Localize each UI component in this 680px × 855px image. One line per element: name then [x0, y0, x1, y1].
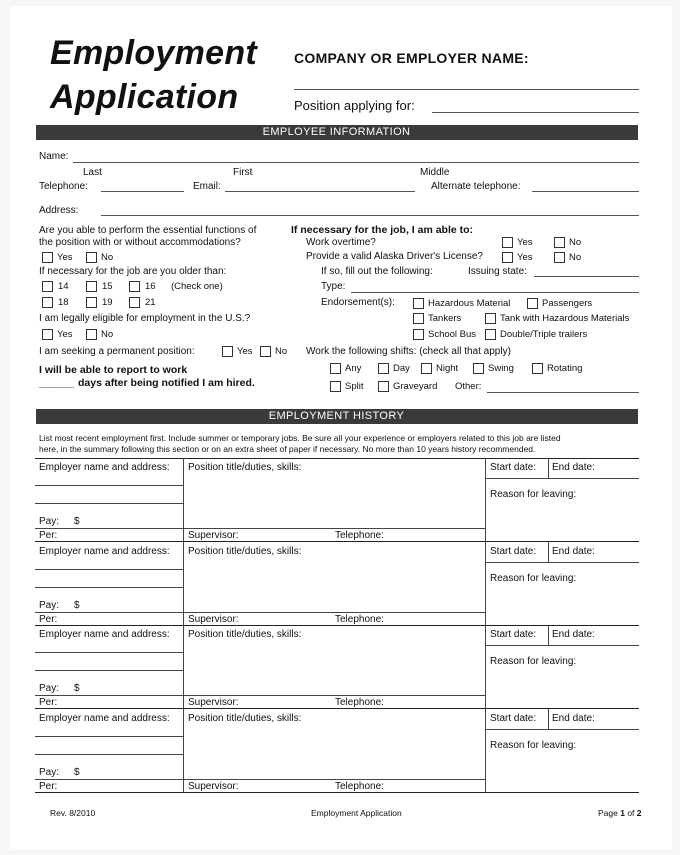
- shift-swing-label: Swing: [488, 363, 514, 374]
- history-date-divider: [548, 625, 549, 645]
- passengers-checkbox[interactable]: [527, 298, 538, 309]
- employer-address-line-2[interactable]: [35, 569, 183, 570]
- school-bus-label: School Bus: [428, 329, 477, 340]
- section-bar-employment-history: [35, 409, 638, 424]
- double-triple-checkbox[interactable]: [485, 329, 496, 340]
- hazardous-checkbox[interactable]: [413, 298, 424, 309]
- employer-name-label-1: Employer name and address:: [39, 462, 170, 473]
- overtime-yes-label: Yes: [517, 237, 533, 248]
- history-date-divider: [548, 458, 549, 478]
- eligible-yes-checkbox[interactable]: [42, 329, 53, 340]
- email-field[interactable]: [225, 191, 415, 192]
- email-label: Email:: [193, 181, 221, 192]
- employer-address-line-4[interactable]: [35, 754, 183, 755]
- age-18-checkbox[interactable]: [42, 297, 53, 308]
- report-to-work-line1: I will be able to report to work: [39, 364, 188, 376]
- footer-page-prefix: Page: [598, 808, 621, 818]
- pay-label-2: Pay:: [39, 599, 60, 611]
- end-date-label-2: End date:: [552, 545, 595, 557]
- history-col-divider: [485, 625, 486, 708]
- address-label: Address:: [39, 205, 79, 216]
- essential-functions-q2: the position with or without accommodations?: [39, 237, 241, 248]
- date-row-line-3: [485, 645, 639, 646]
- permanent-no-label: No: [275, 346, 288, 357]
- pay-dollar-2: $: [74, 599, 80, 611]
- permanent-no-checkbox[interactable]: [260, 346, 271, 357]
- tank-hazardous-label: Tank with Hazardous Materials: [500, 313, 630, 324]
- employer-address-line-2[interactable]: [35, 587, 183, 588]
- employer-name-label-2: Employer name and address:: [39, 545, 170, 557]
- supervisor-label-1: Supervisor:: [188, 530, 239, 541]
- overtime-no-checkbox[interactable]: [554, 237, 565, 248]
- footer-page-current: 1: [620, 808, 625, 818]
- per-label-2: Per:: [39, 613, 58, 625]
- employer-name-label-4: Employer name and address:: [39, 712, 170, 724]
- shift-graveyard-checkbox[interactable]: [378, 381, 389, 392]
- essential-no-checkbox[interactable]: [86, 252, 97, 263]
- section-title-employment-history: EMPLOYMENT HISTORY: [268, 410, 405, 422]
- supervisor-row-line-2: [183, 612, 485, 613]
- double-triple-label: Double/Triple trailers: [500, 329, 588, 340]
- age-16-label: 16: [145, 281, 156, 292]
- shift-split-label: Split: [345, 381, 364, 392]
- permanent-question: I am seeking a permanent position:: [39, 346, 195, 357]
- pay-line-3[interactable]: [35, 695, 183, 696]
- pay-dollar-1: $: [74, 516, 80, 527]
- age-16-checkbox[interactable]: [129, 281, 140, 292]
- name-field[interactable]: [73, 162, 639, 163]
- supervisor-label-3: Supervisor:: [188, 697, 239, 708]
- reason-leaving-label-2: Reason for leaving:: [490, 572, 577, 584]
- name-last-label: Last: [83, 167, 102, 178]
- fill-out-label: If so, fill out the following:: [321, 266, 433, 277]
- employer-name-label-3: Employer name and address:: [39, 629, 170, 640]
- name-first-label: First: [233, 167, 253, 178]
- history-col-divider: [485, 709, 486, 792]
- start-date-label-2: Start date:: [490, 545, 537, 557]
- check-one-note: (Check one): [171, 281, 223, 292]
- license-no-checkbox[interactable]: [554, 252, 565, 263]
- tank-hazardous-checkbox[interactable]: [485, 313, 496, 324]
- per-label-3: Per:: [39, 697, 58, 708]
- history-note-line1: List most recent employment first. Include summer or temporary jobs. Be sure all your experience or employers related to this job are listed: [39, 433, 561, 443]
- end-date-label-3: End date:: [552, 629, 595, 640]
- section-bar-employee-info: [35, 125, 638, 140]
- history-date-divider: [548, 709, 549, 729]
- shift-night-label: Night: [436, 363, 459, 374]
- position-applying-label: Position applying for:: [294, 98, 415, 113]
- age-19-checkbox[interactable]: [86, 297, 97, 308]
- issuing-state-label: Issuing state:: [468, 266, 527, 277]
- shift-graveyard-label: Graveyard: [393, 381, 438, 392]
- end-date-label-1: End date:: [552, 462, 595, 473]
- shift-rotating-checkbox[interactable]: [532, 363, 543, 374]
- essential-no-label: No: [101, 252, 114, 263]
- name-label: Name:: [39, 151, 69, 162]
- eligible-no-label: No: [101, 329, 114, 340]
- start-date-label-1: Start date:: [490, 462, 537, 473]
- employer-address-line-3[interactable]: [35, 670, 183, 671]
- reason-leaving-label-4: Reason for leaving:: [490, 739, 577, 751]
- employer-address-line-1[interactable]: [35, 485, 183, 486]
- supervisor-telephone-label-3: Telephone:: [335, 697, 384, 708]
- supervisor-telephone-label-4: Telephone:: [335, 780, 384, 792]
- footer-page-of: of: [624, 808, 637, 818]
- employer-address-line-1[interactable]: [35, 503, 183, 504]
- supervisor-telephone-label-1: Telephone:: [335, 530, 384, 541]
- supervisor-label-2: Supervisor:: [188, 613, 239, 625]
- passengers-label: Passengers: [542, 298, 593, 309]
- supervisor-row-line-1: [183, 528, 485, 529]
- name-middle-label: Middle: [420, 167, 450, 178]
- position-title-label-2: Position title/duties, skills:: [188, 545, 302, 557]
- pay-label-4: Pay:: [39, 766, 60, 778]
- tankers-label: Tankers: [428, 313, 462, 324]
- essential-yes-label: Yes: [57, 252, 73, 263]
- telephone-field[interactable]: [101, 191, 184, 192]
- position-title-label-1: Position title/duties, skills:: [188, 462, 302, 473]
- endorsements-label: Endorsement(s):: [321, 297, 395, 308]
- shift-other-label: Other:: [455, 381, 482, 392]
- history-col-divider: [485, 458, 486, 541]
- date-row-line-1: [485, 478, 639, 479]
- overtime-question: Work overtime?: [306, 237, 376, 248]
- eligible-no-checkbox[interactable]: [86, 329, 97, 340]
- pay-line-2[interactable]: [35, 612, 183, 613]
- age-19-label: 19: [102, 297, 113, 308]
- footer-page-number: [598, 808, 642, 818]
- overtime-no-label: No: [569, 237, 582, 248]
- end-date-label-4: End date:: [552, 712, 595, 724]
- footer-title: Employment Application: [311, 808, 402, 818]
- license-no-label: No: [569, 252, 582, 263]
- company-name-field[interactable]: [294, 89, 639, 90]
- age-21-checkbox[interactable]: [129, 297, 140, 308]
- shift-night-checkbox[interactable]: [421, 363, 432, 374]
- history-note-line2: here, in the summary following this section or on an extra sheet of paper if necessary. No more than 10 years history recommended.: [39, 444, 536, 454]
- telephone-label: Telephone:: [39, 181, 88, 192]
- pay-dollar-4: $: [74, 766, 80, 778]
- date-row-line-4: [485, 729, 639, 730]
- employer-address-line-4[interactable]: [35, 736, 183, 737]
- age-14-checkbox[interactable]: [42, 281, 53, 292]
- license-type-field[interactable]: [351, 292, 639, 293]
- report-to-work-line2: days after being notified I am hired.: [78, 377, 255, 389]
- shift-day-checkbox[interactable]: [378, 363, 389, 374]
- shifts-question: Work the following shifts: (check all that apply): [306, 346, 511, 357]
- age-14-label: 14: [58, 281, 69, 292]
- pay-label-3: Pay:: [39, 683, 60, 694]
- age-15-label: 15: [102, 281, 113, 292]
- essential-functions-q1: Are you able to perform the essential functions of: [39, 225, 257, 236]
- permanent-yes-checkbox[interactable]: [222, 346, 233, 357]
- start-date-label-4: Start date:: [490, 712, 537, 724]
- pay-line-1[interactable]: [35, 528, 183, 529]
- alt-telephone-label: Alternate telephone:: [431, 181, 521, 192]
- overtime-yes-checkbox[interactable]: [502, 237, 513, 248]
- shift-day-label: Day: [393, 363, 410, 374]
- license-yes-label: Yes: [517, 252, 533, 263]
- form-title-line2: Application: [50, 78, 239, 116]
- age-21-label: 21: [145, 297, 156, 308]
- start-date-label-3: Start date:: [490, 629, 537, 640]
- history-col-divider: [485, 542, 486, 625]
- if-necessary-heading: If necessary for the job, I am able to:: [291, 224, 474, 236]
- supervisor-label-4: Supervisor:: [188, 780, 239, 792]
- license-yes-checkbox[interactable]: [502, 252, 513, 263]
- pay-line-4[interactable]: [35, 779, 183, 780]
- tankers-checkbox[interactable]: [413, 313, 424, 324]
- position-title-label-3: Position title/duties, skills:: [188, 629, 302, 640]
- license-type-label: Type:: [321, 281, 346, 292]
- age-18-label: 18: [58, 297, 69, 308]
- shift-any-label: Any: [345, 363, 362, 374]
- school-bus-checkbox[interactable]: [413, 329, 424, 340]
- per-label-1: Per:: [39, 530, 58, 541]
- shift-any-checkbox[interactable]: [330, 363, 341, 374]
- supervisor-row-line-3: [183, 695, 485, 696]
- pay-label-1: Pay:: [39, 516, 60, 527]
- position-title-label-4: Position title/duties, skills:: [188, 712, 302, 724]
- position-applying-field[interactable]: [432, 112, 639, 113]
- footer-revision: Rev. 8/2010: [50, 808, 96, 818]
- shift-other-field[interactable]: [487, 392, 639, 393]
- employer-address-line-3[interactable]: [35, 652, 183, 653]
- hazardous-label: Hazardous Material: [428, 298, 511, 309]
- shift-split-checkbox[interactable]: [330, 381, 341, 392]
- alt-telephone-field[interactable]: [532, 191, 639, 192]
- company-name-label: COMPANY OR EMPLOYER NAME:: [294, 50, 529, 66]
- shift-swing-checkbox[interactable]: [473, 363, 484, 374]
- address-field[interactable]: [101, 215, 639, 216]
- pay-dollar-3: $: [74, 683, 80, 694]
- permanent-yes-label: Yes: [237, 346, 253, 357]
- shift-rotating-label: Rotating: [547, 363, 583, 374]
- supervisor-row-line-4: [183, 779, 485, 780]
- history-date-divider: [548, 542, 549, 562]
- date-row-line-2: [485, 562, 639, 563]
- essential-yes-checkbox[interactable]: [42, 252, 53, 263]
- footer-page-total: 2: [636, 808, 642, 818]
- form-title-line1: Employment: [50, 34, 258, 72]
- supervisor-telephone-label-2: Telephone:: [335, 613, 384, 625]
- license-question: Provide a valid Alaska Driver's License?: [306, 251, 483, 262]
- eligible-question: I am legally eligible for employment in the U.S.?: [39, 313, 251, 324]
- age-15-checkbox[interactable]: [86, 281, 97, 292]
- report-days-field[interactable]: ______: [39, 377, 75, 389]
- issuing-state-field[interactable]: [534, 276, 639, 277]
- age-question: If necessary for the job are you older than:: [39, 266, 227, 277]
- section-title-employee-info: EMPLOYEE INFORMATION: [262, 126, 411, 138]
- reason-leaving-label-1: Reason for leaving:: [490, 489, 577, 500]
- per-label-4: Per:: [39, 780, 58, 792]
- history-row-border-4: [35, 792, 639, 793]
- eligible-yes-label: Yes: [57, 329, 73, 340]
- reason-leaving-label-3: Reason for leaving:: [490, 656, 577, 667]
